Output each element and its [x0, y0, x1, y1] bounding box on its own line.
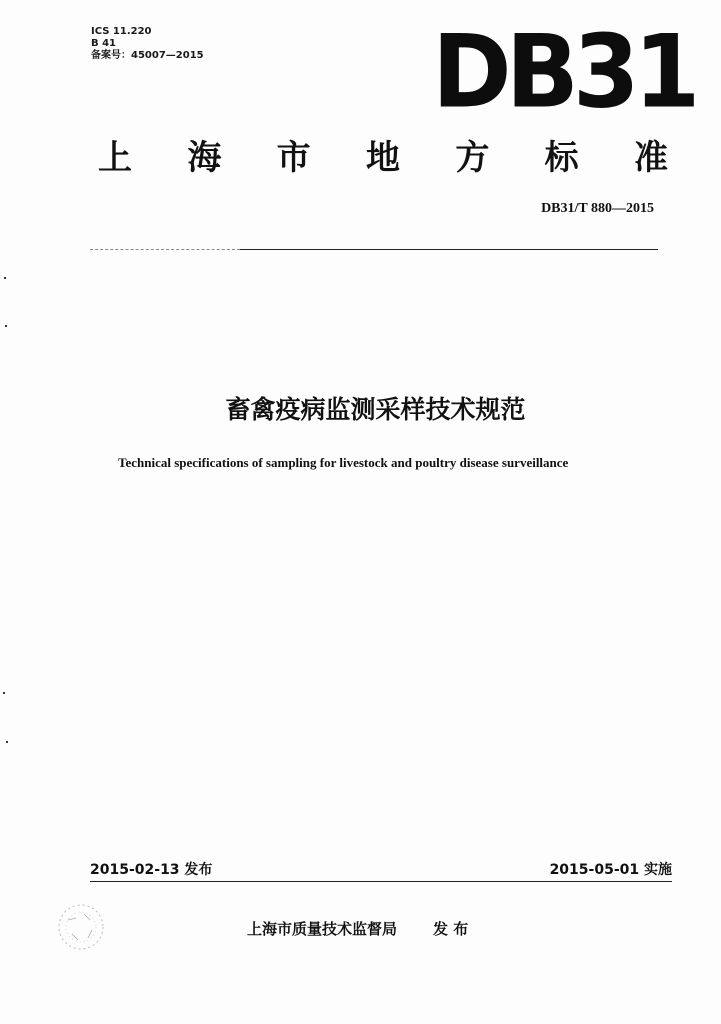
standard-title-char: 地: [365, 138, 400, 178]
publisher-line: [247, 918, 468, 939]
document-title: 畜禽疫病监测采样技术规范: [225, 395, 526, 424]
issue-date: 2015-02-13 发布: [90, 862, 213, 878]
standard-title-char: 准: [633, 138, 668, 178]
date-row: [90, 859, 672, 879]
standard-title-char: 上: [98, 138, 132, 178]
effective-date: 2015-05-01 实施: [549, 862, 672, 878]
standard-title-char: 方: [455, 138, 490, 178]
scan-speck: [4, 277, 6, 279]
publisher-name: 上海市质量技术监督局: [247, 920, 398, 938]
footer-divider: [90, 881, 672, 882]
standard-title-char: 标: [544, 138, 579, 178]
standard-code: DB31/T 880—2015: [541, 201, 654, 216]
db31-logo: DB31: [432, 13, 695, 131]
standard-type-title: [98, 130, 668, 179]
ics-code: ICS 11.220: [91, 26, 152, 37]
scan-speck: [6, 741, 8, 743]
document-title-english: Technical specifications of sampling for livestock and poultry disease surveillance: [118, 455, 569, 470]
category-code: B 41: [91, 38, 117, 49]
header-divider-faded: [90, 249, 240, 250]
standard-title-char: 市: [276, 138, 311, 178]
record-number: 备案号：45007—2015: [91, 50, 204, 61]
classification-block: [91, 26, 204, 62]
standard-title-char: 海: [187, 138, 222, 178]
scan-speck: [5, 325, 7, 327]
publish-action: 发 布: [433, 920, 469, 938]
scan-speck: [3, 692, 5, 694]
official-seal-icon: [54, 900, 108, 954]
